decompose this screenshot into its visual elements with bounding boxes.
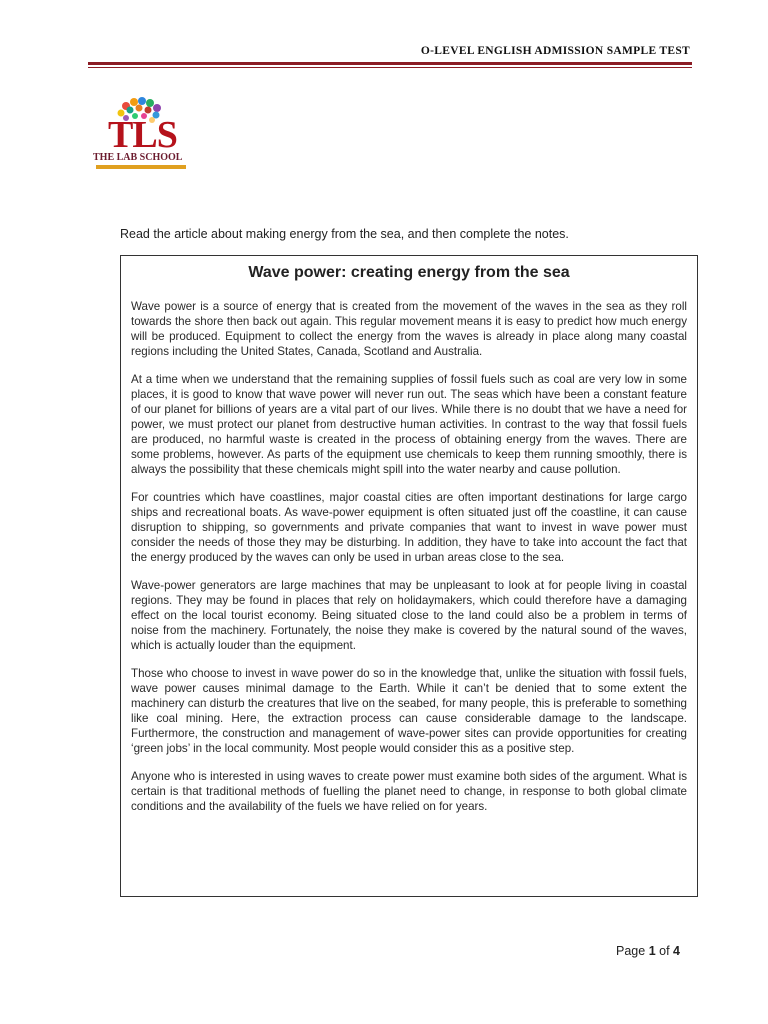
article-paragraph-2: At a time when we understand that the remaining supplies of fossil fuels such as coal are very low in some places, it is good to know that wave power will never run out. The seas which have been a constant feature of our planet for billions of years are a vital part of our lives. While there is no doubt that we have a need for power, we must protect our planet from destructive human activities. In contrast to the way that fossil fuels are produced, no harmful waste is created in the process of obtaining energy from the waves. There are some problems, however. As parts of the equipment use chemicals to keep them running smoothly, there is always the possibility that these chemicals might spill into the water nearby and cause pollution. <box>131 373 687 476</box>
article-title: Wave power: creating energy from the sea <box>248 264 570 281</box>
page-of: of <box>659 944 670 958</box>
logo-school-name: THE LAB SCHOOL <box>93 152 183 163</box>
instruction-text: Read the article about making energy from the sea, and then complete the notes. <box>120 227 569 241</box>
article-box <box>120 255 698 897</box>
logo-mark: TLS <box>108 114 177 156</box>
article-paragraph-1: Wave power is a source of energy that is created from the movement of the waves in the sea as they roll towards the shore then back out again. This regular movement means it is easy to predict how much energy will be produced. Equipment to collect the energy from the waves is already in place along many coastal regions including the United States, Canada, Scotland and Australia. <box>131 300 687 358</box>
article-paragraph-4: Wave-power generators are large machines that may be unpleasant to look at for people living in coastal regions. They may be found in places that rely on holidaymakers, which could therefore have a damaging effect on the local tourist economy. Being situated close to the land could also be a problem in terms of noise from the machinery. Fortunately, the noise they make is covered by the natural sound of the waves, which is actually louder than the equipment. <box>131 579 687 652</box>
logo-band <box>96 165 186 169</box>
page-number <box>616 944 680 958</box>
school-logo <box>88 96 192 172</box>
article-paragraph-3: For countries which have coastlines, major coastal cities are often important destinations for large cargo ships and recreational boats. As wave-power equipment is often situated just off the coastline, it can cause disruption to shipping, so governments and private companies that want to invest in wave power must consider the needs of those they may be disturbing. In addition, they have to take into account the fact that the energy produced by the waves can only be used in urban areas close to the sea. <box>131 491 687 564</box>
page-total: 4 <box>673 944 680 958</box>
document-header-title: O-LEVEL ENGLISH ADMISSION SAMPLE TEST <box>420 45 690 57</box>
article-paragraph-5: Those who choose to invest in wave power do so in the knowledge that, unlike the situation with fossil fuels, wave power causes minimal damage to the Earth. While it can’t be denied that to some extent the machinery can disturb the creatures that live on the seabed, for many people, this is preferable to something like coal mining. Here, the extraction process can cause considerable damage to the landscape. Furthermore, the construction and management of wave-power sites can provide opportunities for creating ‘green jobs’ in the local community. Most people would consider this as a positive step. <box>131 667 687 755</box>
page-current: 1 <box>648 944 656 958</box>
header-rule-thin <box>88 67 692 68</box>
article-paragraph-6: Anyone who is interested in using waves to create power must examine both sides of the argument. What is certain is that traditional methods of fuelling the planet need to change, in response to both global climate conditions and the availability of the fuels we have relied on for years. <box>131 770 687 813</box>
header-rule-thick <box>88 62 692 65</box>
page-label: Page <box>616 944 646 958</box>
